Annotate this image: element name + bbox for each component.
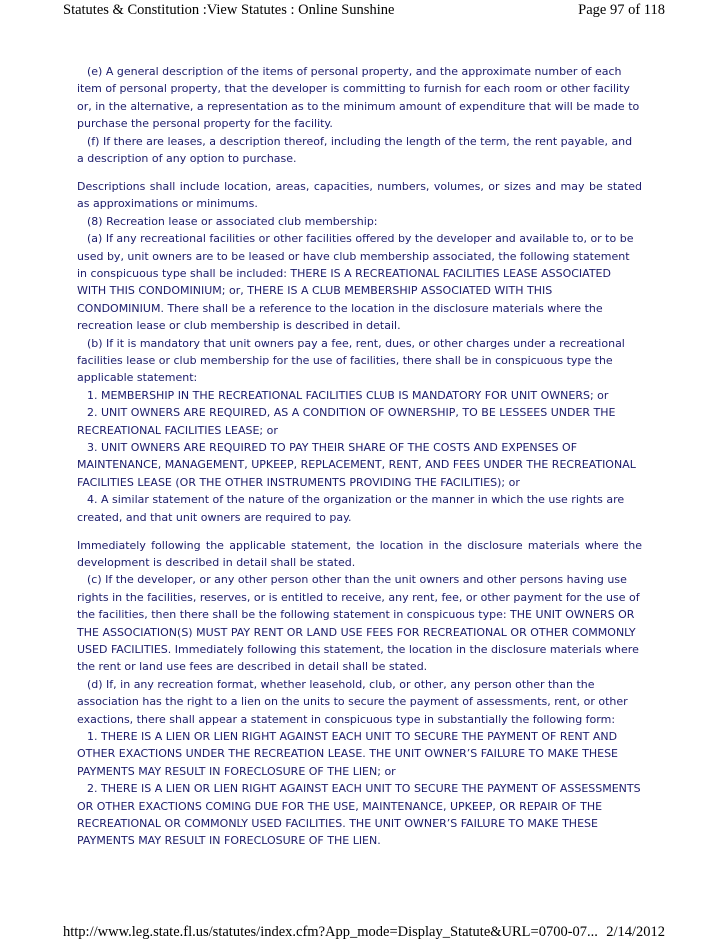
paragraph-descriptions: Descriptions shall include location, areas, capacities, numbers, volumes, or sizes and may be stated as approximations or minimums. (77, 179, 642, 211)
paragraph-8a: (a) If any recreational facilities or other facilities offered by the developer and available to, or to be used by, unit owners are to be leased or have club membership associated, the following statement in conspicuous type shall be included: THERE IS A RECREATIONAL FACILITIES LEASE ASSOCIATED WITH THIS CONDOMINIUM; or, THERE IS A CLUB MEMBERSHIP ASSOCIATED WITH THIS CONDOMINIUM. There shall be a reference to the location in the disclosure materials where the recreation lease or club membership is described in detail. (77, 232, 634, 333)
list-item-b1: 1. MEMBERSHIP IN THE RECREATIONAL FACILITIES CLUB IS MANDATORY FOR UNIT OWNERS; or (87, 388, 609, 402)
page-number: Page 97 of 118 (578, 2, 665, 18)
list-item-d1: 1. THERE IS A LIEN OR LIEN RIGHT AGAINST EACH UNIT TO SECURE THE PAYMENT OF RENT AND OTHER EXACTIONS UNDER THE RECREATION LEASE. THE UNIT OWNER’S FAILURE TO MAKE THESE PAYMENTS MAY RESULT IN FORECLOSURE OF THE LIEN; or (77, 730, 618, 778)
paragraph-f: (f) If there are leases, a description thereof, including the length of the term, the rent payable, and a description of any option to purchase. (77, 134, 633, 166)
statute-body (77, 63, 642, 850)
paragraph-immediately: Immediately following the applicable statement, the location in the disclosure materials where the development is described in detail shall be stated. (77, 538, 642, 569)
paragraph-8d: (d) If, in any recreation format, whether leasehold, club, or other, any person other than the association has the right to a lien on the units to secure the payment of assessments, rent, or other exactions, there shall appear a statement in conspicuous type in substantially the following form: (77, 677, 628, 726)
paragraph-8c: (c) If the developer, or any other person other than the unit owners and other persons having use rights in the facilities, reserves, or is entitled to receive, any rent, fee, or other payment for the use of the facilities, then there shall be the following statement in conspicuous type: THE UNIT OWNERS OR THE ASSOCIATION(S) MUST PAY RENT OR LAND USE FEES FOR RECREATIONAL OR OTHER COMMONLY USED FACILITIES. Immediately following this statement, the location in the disclosure materials where the rent or land use fees are described in detail shall be stated. (77, 573, 640, 674)
list-item-b4: 4. A similar statement of the nature of the organization or the manner in which the use rights are created, and that unit owners are required to pay. (77, 493, 625, 524)
page-footer-date: 2/14/2012 (606, 924, 665, 940)
list-item-b3: 3. UNIT OWNERS ARE REQUIRED TO PAY THEIR SHARE OF THE COSTS AND EXPENSES OF MAINTENANCE, MANAGEMENT, UPKEEP, REPLACEMENT, RENT, AND FEES UNDER THE RECREATIONAL FACILITIES LEASE (OR THE OTHER INSTRUMENTS PROVIDING THE FACILITIES); or (77, 441, 636, 489)
section-8-heading: (8) Recreation lease or associated club membership: (87, 214, 378, 228)
list-item-b2: 2. UNIT OWNERS ARE REQUIRED, AS A CONDITION OF OWNERSHIP, TO BE LESSEES UNDER THE RECREATIONAL FACILITIES LEASE; or (77, 406, 616, 437)
page-footer-url: http://www.leg.state.fl.us/statutes/index.cfm?App_mode=Display_Statute&URL=0700-07... (63, 924, 598, 940)
paragraph-e: (e) A general description of the items of personal property, and the approximate number of each item of personal property, that the developer is committing to furnish for each room or other facility or, in the alternative, a representation as to the minimum amount of expenditure that will be made to purchase the personal property for the facility. (77, 65, 640, 131)
paragraph-8b: (b) If it is mandatory that unit owners pay a fee, rent, dues, or other charges under a recreational facilities lease or club membership for the use of facilities, there shall be in conspicuous type the applicable statement: (77, 336, 625, 385)
page-header-title: Statutes & Constitution :View Statutes : Online Sunshine (63, 2, 395, 18)
list-item-d2: 2. THERE IS A LIEN OR LIEN RIGHT AGAINST EACH UNIT TO SECURE THE PAYMENT OF ASSESSMENTS OR OTHER EXACTIONS COMING DUE FOR THE USE, MAINTENANCE, UPKEEP, OR REPAIR OF THE RECREATIONAL OR COMMONLY USED FACILITIES. THE UNIT OWNER’S FAILURE TO MAKE THESE PAYMENTS MAY RESULT IN FORECLOSURE OF THE LIEN. (77, 782, 641, 848)
